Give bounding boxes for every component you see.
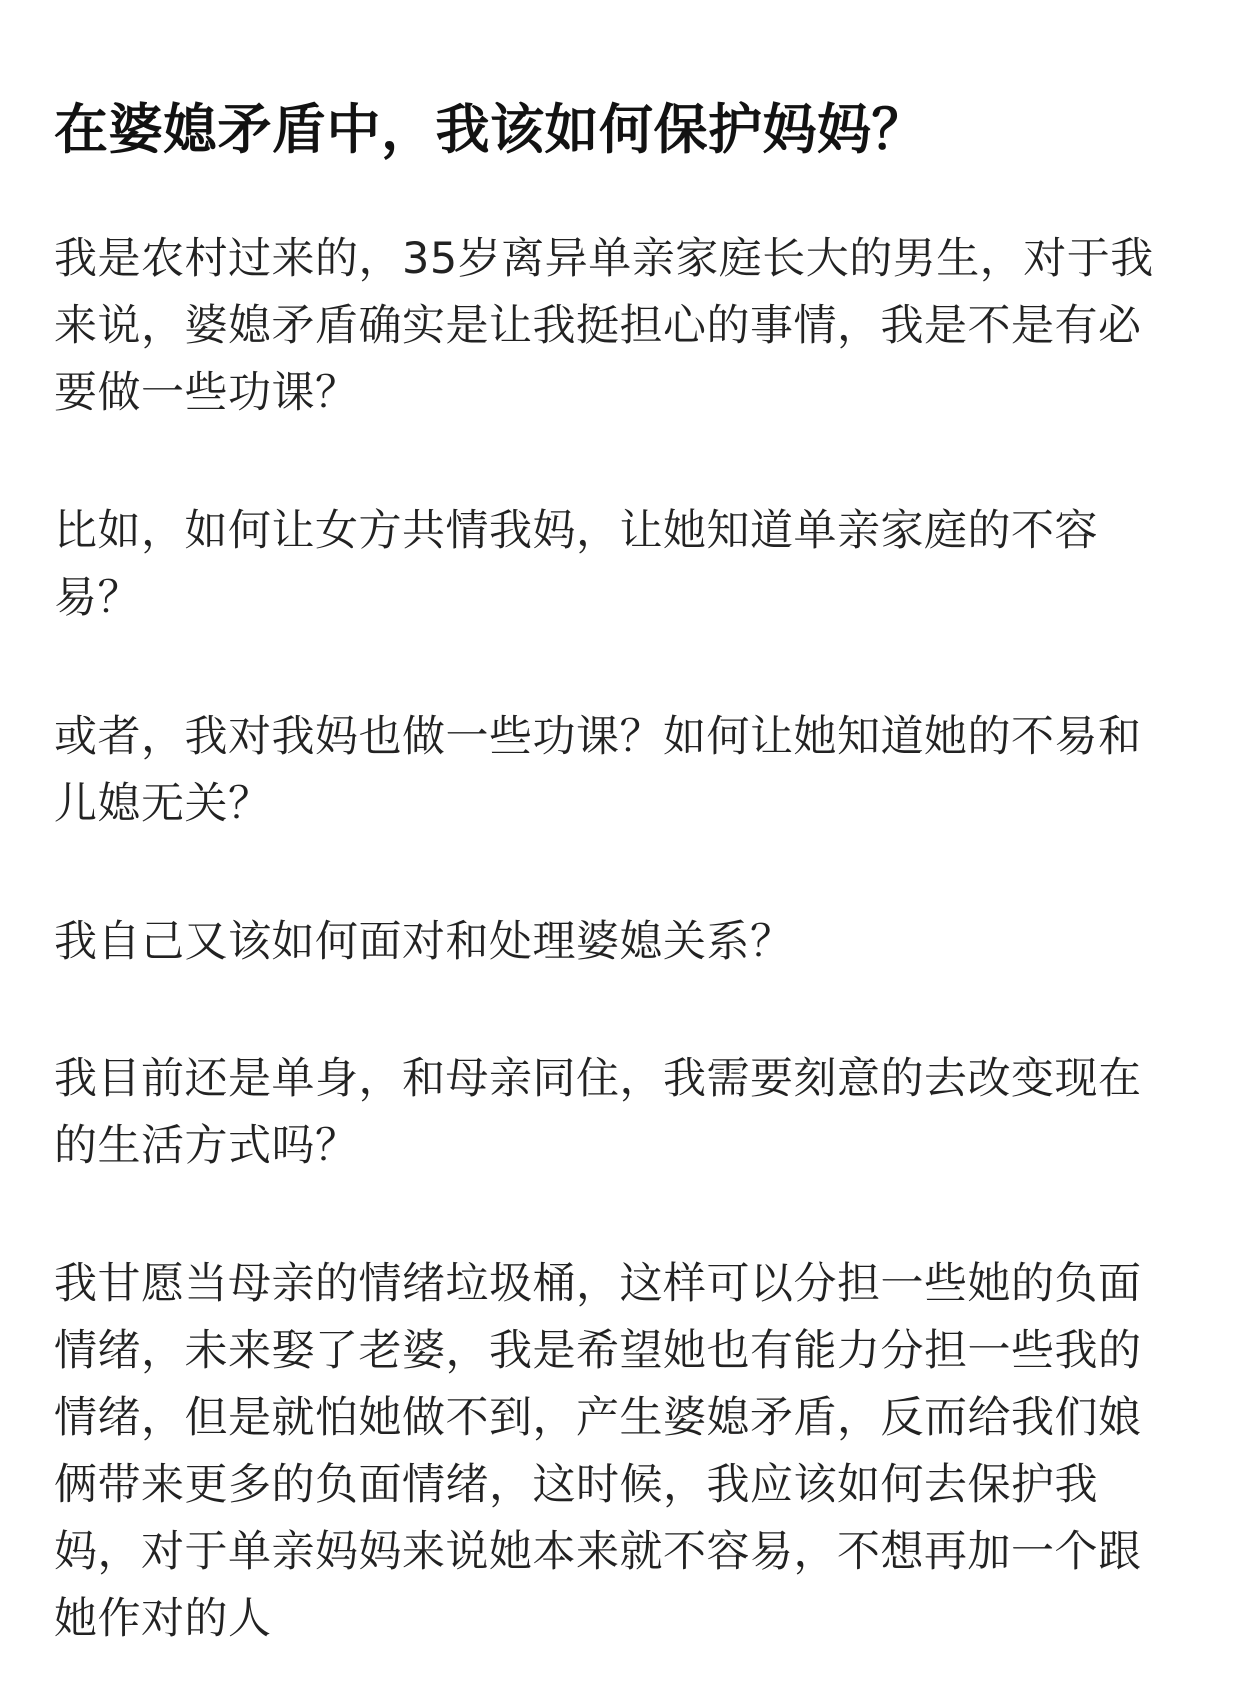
post-paragraph-5: 我目前还是单身，和母亲同住，我需要刻意的去改变现在的生活方式吗？: [54, 1054, 1142, 1171]
post-paragraph-2: 比如，如何让女方共情我妈，让她知道单亲家庭的不容易？: [54, 506, 1098, 623]
post-paragraph-4: 我自己又该如何面对和处理婆媳关系？: [54, 917, 794, 967]
post-paragraph-3: 或者，我对我妈也做一些功课？如何让她知道她的不易和儿媳无关？: [54, 712, 1142, 829]
post-title: 在婆媳矛盾中，我该如何保护妈妈？: [54, 98, 926, 161]
post-title-block: [54, 96, 1184, 164]
post-paragraph-1: 我是农村过来的，35岁离异单亲家庭长大的男生，对于我来说，婆媳矛盾确实是让我挺担心的事情，我是不是有必要做一些功课？: [54, 234, 1154, 418]
post-paragraph-6: 我甘愿当母亲的情绪垃圾桶，这样可以分担一些她的负面情绪，未来娶了老婆，我是希望她也有能力分担一些我的情绪，但是就怕她做不到，产生婆媳矛盾，反而给我们娘俩带来更多的负面情绪，这时候，我应该如何去保护我妈，对于单亲妈妈来说她本来就不容易，不想再加一个跟她作对的人: [54, 1259, 1142, 1644]
